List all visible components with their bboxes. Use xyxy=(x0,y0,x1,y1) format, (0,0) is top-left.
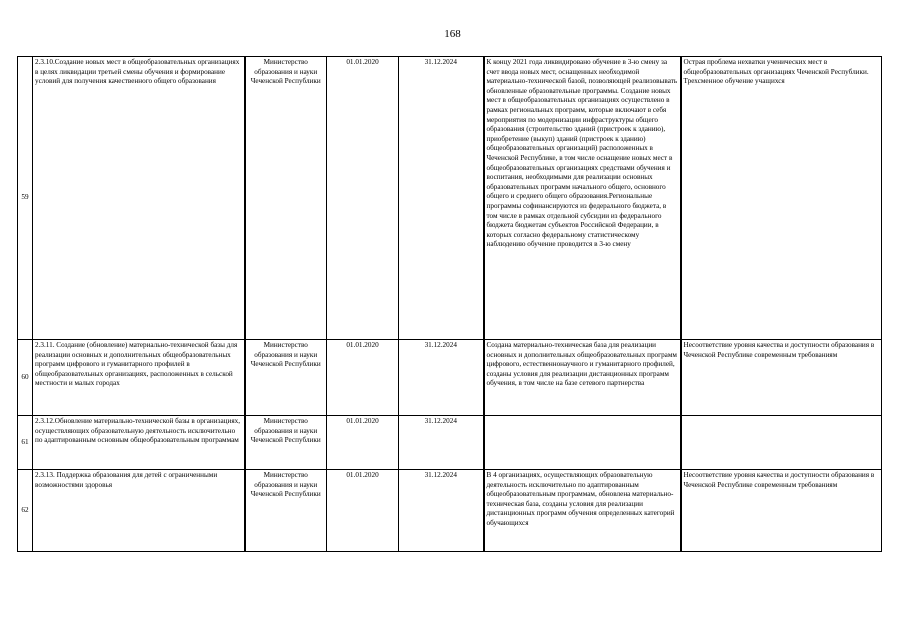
start-date-cell: 01.01.2020 xyxy=(327,470,399,552)
table-row xyxy=(18,470,882,552)
page-number: 168 xyxy=(444,28,461,40)
problem-cell xyxy=(681,416,882,470)
table-row xyxy=(18,340,882,416)
event-cell: 2.3.11. Создание (обновление) материально-технической базы для реализации основных и дополнительных общеобразовательных программ цифрового и гуманитарного профилей в общеобразовательных организациях, расположенных в сельской местности и малых городах xyxy=(33,340,245,416)
table-row xyxy=(18,416,882,470)
problem-cell: Несоответствие уровня качества и доступности образования в Чеченской Республике современным требованиям xyxy=(681,470,882,552)
measures-table xyxy=(17,56,882,552)
executor-cell: Министерство образования и науки Чеченской Республики xyxy=(245,416,327,470)
row-number: 61 xyxy=(18,416,33,470)
executor-cell: Министерство образования и науки Чеченской Республики xyxy=(245,57,327,340)
row-number: 59 xyxy=(18,57,33,340)
problem-cell: Несоответствие уровня качества и доступности образования в Чеченской Республике современным требованиям xyxy=(681,340,882,416)
start-date-cell: 01.01.2020 xyxy=(327,340,399,416)
executor-cell: Министерство образования и науки Чеченской Республики xyxy=(245,470,327,552)
start-date-cell: 01.01.2020 xyxy=(327,416,399,470)
problem-cell: Острая проблема нехватки ученических мест в общеобразовательных организациях Чеченской Республики. Трехсменное обучение учащихся xyxy=(681,57,882,340)
table-row xyxy=(18,57,882,340)
event-cell: 2.3.10.Создание новых мест в общеобразовательных организациях в целях ликвидации третьей смены обучения и формирование условий для получения качественного общего образования xyxy=(33,57,245,340)
start-date-cell: 01.01.2020 xyxy=(327,57,399,340)
end-date-cell: 31.12.2024 xyxy=(399,340,484,416)
end-date-cell: 31.12.2024 xyxy=(399,470,484,552)
result-cell xyxy=(484,416,681,470)
result-cell: Создана материально-техническая база для реализации основных и дополнительных общеобразовательных программ цифрового, естественнонаучного и гуманитарного профилей, созданы условия для реализации дистанционных программ обучения, в том числе на базе сетевого партнерства xyxy=(484,340,681,416)
result-cell: В 4 организациях, осуществляющих образовательную деятельность исключительно по адаптированным общеобразовательным программам, обновлена материально-техническая база, созданы условия для реализации дистанционных программ обучения определенных категорий обучающихся xyxy=(484,470,681,552)
event-cell: 2.3.13. Поддержка образования для детей с ограниченными возможностями здоровья xyxy=(33,470,245,552)
row-number: 62 xyxy=(18,470,33,552)
end-date-cell: 31.12.2024 xyxy=(399,416,484,470)
executor-cell: Министерство образования и науки Чеченской Республики xyxy=(245,340,327,416)
end-date-cell: 31.12.2024 xyxy=(399,57,484,340)
result-cell: К концу 2021 года ликвидировано обучение в 3-ю смену за счет ввода новых мест, оснащенных необходимой материально-технической базой, позволяющей реализовывать обновленные образовательные программы. Создание новых мест в общеобразовательных организациях осуществлено в рамках региональных программ, которые включают в себя мероприятия по модернизации инфраструктуры общего образования (строительство зданий (пристроек к зданию), приобретение (выкуп) зданий (пристроек к зданию) общеобразовательных организаций) расположенных в Чеченской Республике, в том числе оснащение новых мест в общеобразовательных организациях средствами обучения и воспитания, необходимыми для реализации основных образовательных программ начального общего, основного общего и среднего общего образования.Региональные программы софинансируются из федерального бюджета, в том числе в рамках отдельной субсидии из федерального бюджета бюджетам субъектов Российской Федерации, в которых согласно федеральному статистическому наблюдению обучение проводится в 3-ю смену xyxy=(484,57,681,340)
event-cell: 2.3.12.Обновление материально-технической базы в организациях, осуществляющих образовательную деятельность исключительно по адаптированным основным общеобразовательным программам xyxy=(33,416,245,470)
row-number: 60 xyxy=(18,340,33,416)
